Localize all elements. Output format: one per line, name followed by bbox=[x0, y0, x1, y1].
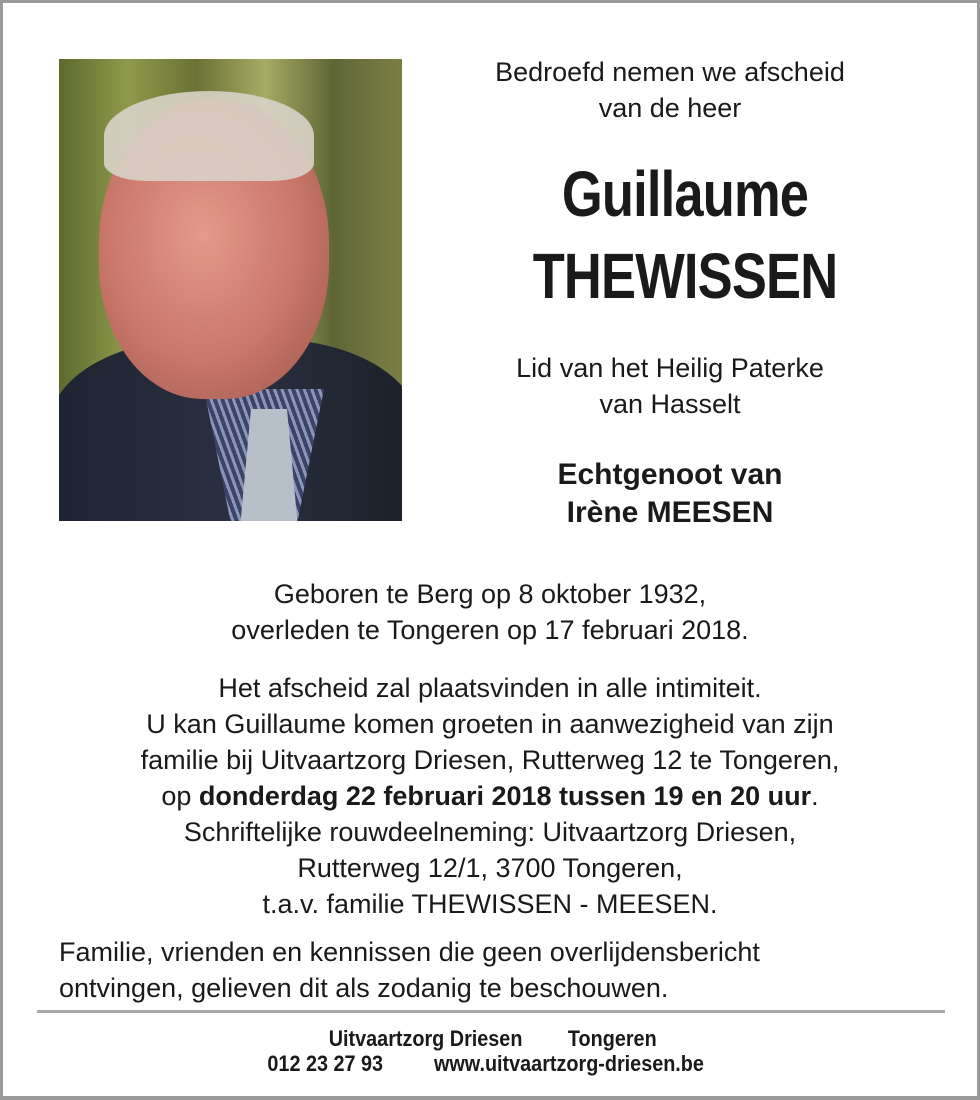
membership-text bbox=[420, 350, 920, 422]
intro-line: van de heer bbox=[598, 93, 742, 123]
footer-divider bbox=[37, 1010, 945, 1013]
farewell-date-line bbox=[0, 778, 980, 814]
farewell-line: Schriftelijke rouwdeelneming: Uitvaartzorg Driesen, bbox=[183, 817, 797, 847]
visitation-datetime: donderdag 22 februari 2018 tussen 19 en 20 uur bbox=[198, 781, 812, 811]
portrait-photo bbox=[59, 59, 402, 521]
farewell-suffix: . bbox=[811, 781, 819, 811]
intro-text bbox=[420, 54, 920, 126]
membership-line: Lid van het Heilig Paterke bbox=[516, 353, 824, 383]
farewell-line: familie bij Uitvaartzorg Driesen, Rutterweg 12 te Tongeren, bbox=[140, 745, 840, 775]
deceased-name bbox=[468, 153, 903, 317]
closing-line: ontvingen, gelieven dit als zodanig te beschouwen. bbox=[59, 973, 669, 1003]
membership-line: van Hasselt bbox=[599, 389, 741, 419]
footer-company-line bbox=[0, 1025, 980, 1052]
spouse-line: Echtgenoot van bbox=[557, 458, 783, 491]
farewell-text bbox=[0, 670, 980, 922]
closing-line: Familie, vrienden en kennissen die geen overlijdensbericht bbox=[59, 937, 760, 967]
first-name: Guillaume bbox=[561, 158, 809, 230]
birth-line: Geboren te Berg op 8 oktober 1932, bbox=[273, 579, 707, 609]
farewell-prefix: op bbox=[161, 781, 199, 811]
funeral-home-city: Tongeren bbox=[568, 1026, 657, 1051]
last-name: THEWISSEN bbox=[532, 240, 838, 312]
website-link[interactable]: www.uitvaartzorg-driesen.be bbox=[434, 1051, 705, 1076]
closing-text bbox=[59, 934, 959, 1006]
phone-number: 012 23 27 93 bbox=[267, 1051, 383, 1076]
dates-text bbox=[0, 576, 980, 648]
spouse-name: Irène MEESEN bbox=[566, 496, 774, 529]
farewell-line: Het afscheid zal plaatsvinden in alle intimiteit. bbox=[218, 673, 762, 703]
intro-line: Bedroefd nemen we afscheid bbox=[495, 57, 845, 87]
farewell-line: t.a.v. familie THEWISSEN - MEESEN. bbox=[262, 889, 718, 919]
death-line: overleden te Tongeren op 17 februari 2018. bbox=[231, 615, 749, 645]
funeral-home-name: Uitvaartzorg Driesen bbox=[328, 1026, 523, 1051]
spouse-text bbox=[420, 456, 920, 532]
footer-contact-line bbox=[0, 1050, 980, 1077]
farewell-line: U kan Guillaume komen groeten in aanwezigheid van zijn bbox=[146, 709, 834, 739]
farewell-line: Rutterweg 12/1, 3700 Tongeren, bbox=[297, 853, 683, 883]
